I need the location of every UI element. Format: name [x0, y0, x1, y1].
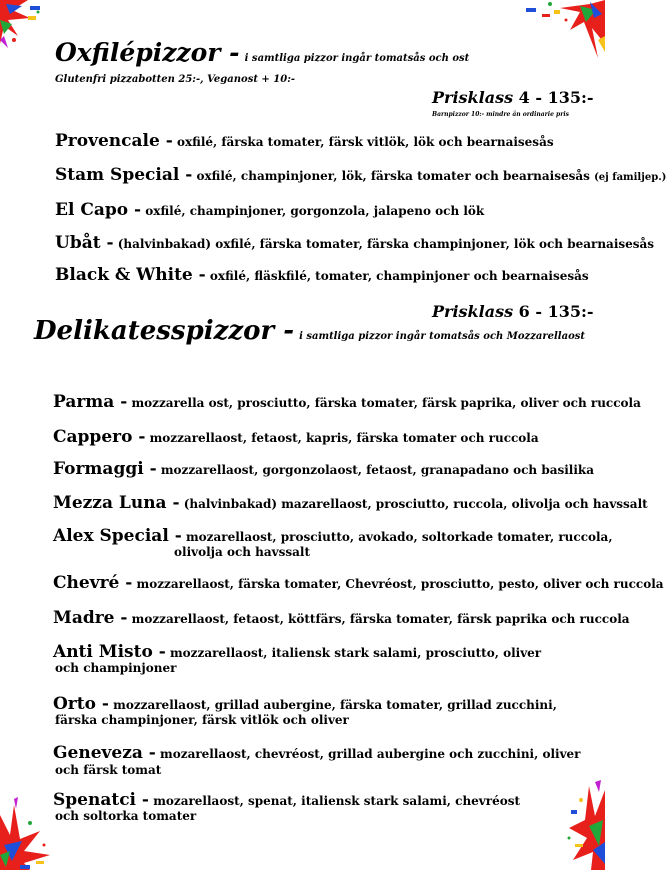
item-desc: mozzarellaost, grillad aubergine, färska tomater, grillad zucchini,: [113, 698, 557, 712]
menu-item-chevre: [53, 573, 664, 593]
item-name: Mezza Luna -: [53, 493, 180, 513]
item-desc: mozarellaost, spenat, italiensk stark salami, chevréost: [153, 794, 521, 808]
item-desc: mozarellaost, chevréost, grillad aubergine och zucchini, oliver: [160, 747, 581, 761]
paint-splatter-icon-top-left: [0, 0, 50, 50]
item-name: Stam Special -: [55, 165, 193, 185]
menu-item-geneveza: [53, 743, 581, 763]
oxfile-note: Glutenfri pizzabotten 25:-, Veganost + 10:-: [55, 74, 296, 85]
item-desc-continued: och färsk tomat: [55, 763, 162, 777]
item-desc: oxfilé, champinjoner, gorgonzola, jalapeno och lök: [145, 204, 485, 218]
menu-item-mezza-luna: [53, 493, 648, 513]
item-name: Orto -: [53, 694, 109, 714]
menu-item-stam-special: [55, 165, 666, 185]
paint-splatter-icon-bottom-left: [0, 795, 55, 870]
menu-item-cappero: [53, 427, 539, 447]
oxfile-title: Oxfilépizzor -: [55, 38, 240, 67]
item-desc-continued: och champinjoner: [55, 661, 177, 675]
menu-item-ubat: [55, 233, 654, 253]
menu-item-parma: [53, 392, 641, 412]
delikatess-subtitle: i samtliga pizzor ingår tomatsås och Mozzarellaost: [299, 331, 585, 342]
prisklass-label: Prisklass: [432, 302, 514, 321]
item-name: El Capo -: [55, 200, 142, 220]
menu-item-madre: [53, 608, 630, 628]
menu-item-black-white: [55, 265, 589, 285]
item-desc: (halvinbakad) oxfilé, färska tomater, färska champinjoner, lök och bearnaisesås: [117, 237, 655, 251]
item-name: Geneveza -: [53, 743, 156, 763]
delikatess-header: [34, 316, 585, 346]
item-desc: (halvinbakad) mazarellaost, prosciutto, ruccola, olivolja och havssalt: [183, 497, 648, 511]
item-desc: mozzarellaost, fetaost, köttfärs, färska tomater, färsk paprika och ruccola: [131, 612, 630, 626]
item-extra: (ej familjep.): [594, 172, 666, 183]
item-name: Chevré -: [53, 573, 133, 593]
menu-item-anti-misto: [53, 642, 541, 662]
item-name: Formaggi -: [53, 459, 157, 479]
prisklass-value: 6 - 135:-: [518, 302, 594, 321]
prisklass-label: Prisklass: [432, 88, 514, 107]
item-name: Spenatci -: [53, 790, 149, 810]
item-desc-continued: färska champinjoner, färsk vitlök och oliver: [55, 713, 349, 727]
item-name: Black & White -: [55, 265, 206, 285]
menu-item-el-capo: [55, 200, 484, 220]
paint-splatter-icon-bottom-right: [565, 780, 605, 870]
item-desc: mozzarellaost, färska tomater, Chevréost, prosciutto, pesto, oliver och ruccola: [136, 577, 664, 591]
item-desc: mozzarellaost, fetaost, kapris, färska tomater och ruccola: [149, 431, 539, 445]
prisklass-value: 4 - 135:-: [518, 88, 594, 107]
oxfile-subtitle: i samtliga pizzor ingår tomatsås och ost: [244, 53, 470, 64]
barn-note: Barnpizzor 10:- mindre än ordinarie pris: [432, 111, 570, 118]
item-desc: oxfilé, champinjoner, lök, färska tomater och bearnaisesås: [196, 169, 590, 183]
item-desc: oxfilé, färska tomater, färsk vitlök, lök och bearnaisesås: [176, 135, 554, 149]
paint-splatter-icon-top-right: [520, 0, 605, 60]
item-desc-continued: och soltorka tomater: [55, 809, 197, 823]
oxfile-header: [55, 38, 469, 67]
menu-item-orto: [53, 694, 557, 714]
menu-item-alex-special: [53, 526, 613, 546]
delikatess-title: Delikatesspizzor -: [34, 316, 294, 346]
item-name: Alex Special -: [53, 526, 182, 546]
item-desc: mozarellaost, prosciutto, avokado, soltorkade tomater, ruccola,: [185, 530, 613, 544]
oxfile-prisklass: [432, 88, 594, 107]
item-name: Parma -: [53, 392, 128, 412]
item-name: Ubåt -: [55, 233, 114, 253]
item-name: Madre -: [53, 608, 128, 628]
item-desc: mozzarella ost, prosciutto, färska tomater, färsk paprika, oliver och ruccola: [131, 396, 641, 410]
menu-item-formaggi: [53, 459, 594, 479]
item-name: Cappero -: [53, 427, 146, 447]
menu-item-provencale: [55, 131, 554, 151]
item-desc: mozzarellaost, italiensk stark salami, prosciutto, oliver: [169, 646, 542, 660]
item-desc: mozzarellaost, gorgonzolaost, fetaost, granapadano och basilika: [160, 463, 595, 477]
item-name: Provencale -: [55, 131, 173, 151]
item-desc: oxfilé, fläskfilé, tomater, champinjoner och bearnaisesås: [209, 269, 589, 283]
item-desc-continued: olivolja och havssalt: [174, 545, 311, 559]
item-name: Anti Misto -: [53, 642, 166, 662]
menu-item-spenatci: [53, 790, 520, 810]
